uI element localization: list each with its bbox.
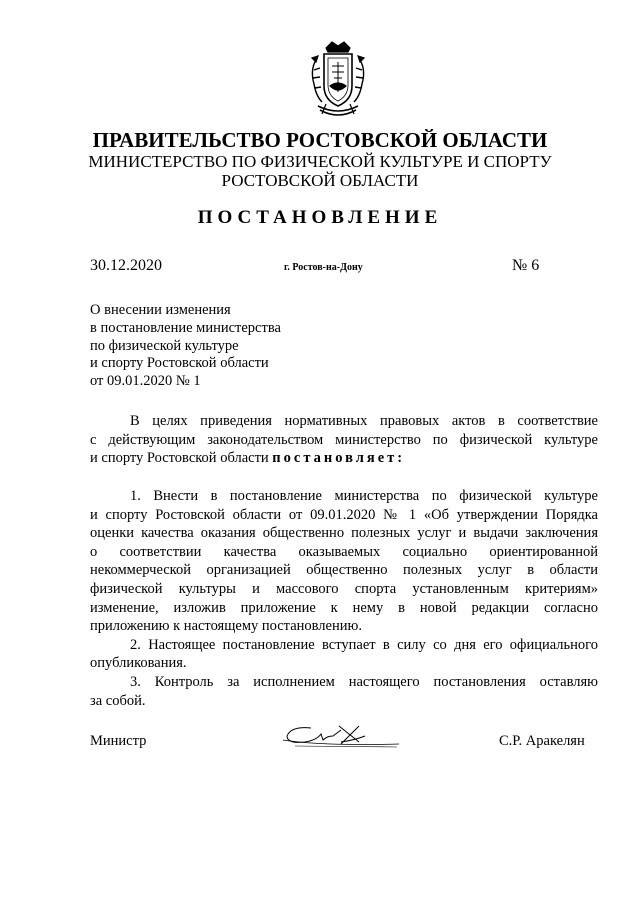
text-line: В целях приведения нормативных правовых актов в соответствие (130, 413, 598, 429)
preamble-paragraph (90, 412, 598, 468)
document-date: 30.12.2020 (90, 257, 162, 274)
resolution-items (90, 487, 598, 710)
ministry-title-line: МИНИСТЕРСТВО ПО ФИЗИЧЕСКОЙ КУЛЬТУРЕ И СПОРТУ (88, 152, 552, 171)
text-line: 2. Настоящее постановление вступает в силу со дня его официального (130, 636, 598, 653)
document-type: ПОСТАНОВЛЕНИЕ (197, 207, 443, 228)
document-subject (90, 302, 281, 391)
government-title: ПРАВИТЕЛЬСТВО РОСТОВСКОЙ ОБЛАСТИ (92, 128, 548, 152)
text-line: приложению к настоящему постановлению. (90, 618, 362, 635)
text-line: с действующим законодательством министерство по физической культуре (90, 431, 598, 448)
subject-line: от 09.01.2020 № 1 (90, 373, 201, 390)
subject-line: и спорту Ростовской области (90, 355, 269, 372)
subject-line: в постановление министерства (90, 319, 281, 336)
text-line: 3. Контроль за исполнением настоящего постановления оставляю (130, 673, 598, 690)
text-line: опубликования. (90, 655, 187, 672)
document-city: г. Ростов-на-Дону (284, 262, 363, 273)
handwritten-signature-icon (281, 722, 401, 750)
ministry-title (0, 152, 640, 190)
text-line: изменение, изложив приложение к нему в новой редакции согласно (90, 599, 598, 616)
document-number: № 6 (512, 257, 540, 274)
signer-role: Министр (90, 733, 147, 749)
text-line: о соответствии качества оказываемых социально ориентированной (90, 543, 598, 560)
subject-line: по физической культуре (90, 337, 239, 354)
coat-of-arms-icon (304, 40, 372, 124)
text-line (90, 449, 598, 468)
ministry-title-line: РОСТОВСКОЙ ОБЛАСТИ (221, 171, 419, 190)
text-line: некоммерческой организацией общественно полезных услуг в области (90, 562, 598, 579)
text-line: физической культуры и массового спорта установленным критериям» (90, 580, 598, 597)
text-line: и спорту Ростовской области от 09.01.2020 № 1 «Об утверждении Порядка (90, 506, 598, 523)
text-line: 1. Внести в постановление министерства по физической культуре (130, 488, 598, 504)
resolves-word: постановляет: (272, 450, 406, 467)
text-line: за собой. (90, 692, 146, 709)
text-fragment: и спорту Ростовской области (90, 450, 269, 467)
subject-line: О внесении изменения (90, 302, 231, 318)
signer-name: С.Р. Аракелян (499, 733, 585, 749)
text-line: оценки качества оказания общественно полезных услуг и выдачи заключения (90, 525, 598, 542)
